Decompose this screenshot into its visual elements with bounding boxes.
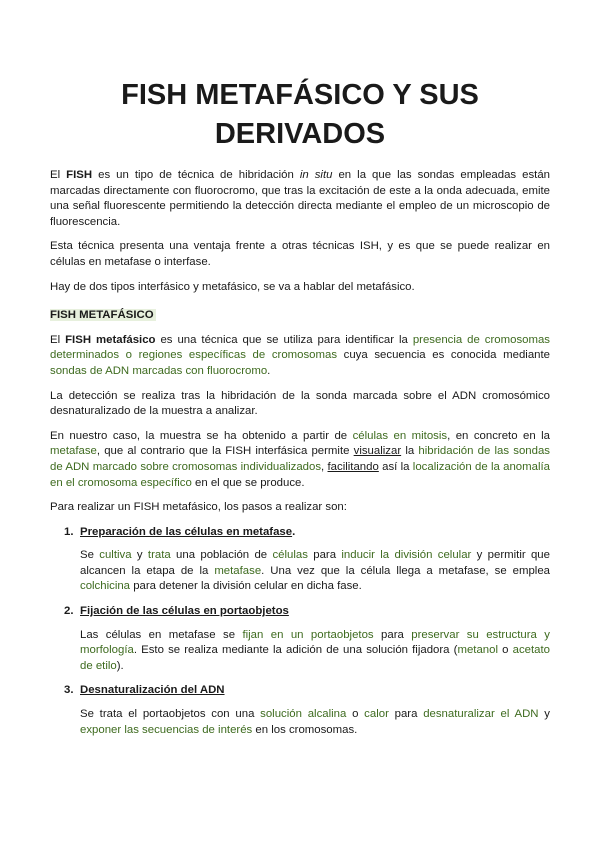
text: o [497,644,513,657]
text: En nuestro caso, la muestra se ha obtenido a partir de [50,429,353,442]
text: , [321,460,328,473]
highlighted-text: desnaturalizar el ADN [423,708,539,721]
text: Las células en metafase se [80,628,243,641]
highlighted-text: solución alcalina [260,708,347,721]
step-body [80,707,550,738]
step-number: 1. [64,525,74,538]
underlined-term: visualizar [353,445,402,458]
list-item [50,525,550,595]
text: . [292,525,296,538]
step-title [50,683,550,699]
highlighted-text: localización de la anomalía en el cromosoma específico [50,460,550,489]
text: cuya secuencia es conocida mediante [337,349,550,362]
step-body [80,628,550,675]
step-title-text: Preparación de las células en metafase [80,525,293,538]
intro-paragraph-3: Hay de dos tipos interfásico y metafásico, se va a hablar del metafásico. [50,280,415,293]
list-item [50,683,550,738]
text: la [401,445,419,458]
text: , que al contrario que la FISH interfásica permite [96,445,354,458]
section-paragraph-4: Para realizar un FISH metafásico, los pasos a realizar son: [50,501,347,514]
highlighted-text: presencia de cromosomas determinados o regiones específicas de cromosomas [50,333,551,362]
text: para [307,549,342,562]
text: y [538,708,550,721]
text: para [388,708,424,721]
text: . Esto se realiza mediante la adición de una solución fijadora ( [133,644,458,657]
bold-term: FISH [66,169,93,181]
text: es una técnica que se utiliza para identificar la [155,333,413,346]
highlighted-text: inducir la división celular [341,549,472,562]
text: una población de [170,549,273,562]
highlighted-text: preservar su estructura y morfología [80,628,550,657]
text: en los cromosomas. [252,723,358,736]
step-number: 3. [64,684,74,697]
text: para detener la división celular en dicha fase. [130,580,362,593]
section-heading [50,308,550,324]
text: en la que las sondas empleadas están marcadas directamente con fluorocromo, que tras la excitación de este a la onda adecuada, emite una señal fluorescente permitiendo la detección directa mediante el empleo de un microscopio de fluorescencia. [50,169,550,228]
section-paragraph-1 [50,333,550,380]
text: en el que se produce. [191,476,305,489]
steps-list [50,525,550,739]
step-body [80,548,550,595]
text: . [267,364,271,377]
highlighted-text: trata [147,549,171,562]
text: es un tipo de técnica de hibridación [92,169,300,181]
highlighted-text: células [272,549,308,562]
text: ). [116,659,124,672]
step-title [50,525,550,541]
text: así la [378,460,413,473]
highlighted-text: células en mitosis [352,429,448,442]
highlighted-text: calor [364,708,389,721]
highlighted-text: fijan en un portaobjetos [242,628,374,641]
italic-term: in situ [299,169,333,181]
intro-paragraph-1 [50,168,550,230]
step-title [50,604,550,620]
highlighted-text: metafase [214,564,262,577]
highlighted-text: colchicina [80,580,131,593]
step-title-text: Fijación de las células en portaobjetos [80,605,289,618]
text: Se [80,549,100,562]
text: El [50,169,67,181]
text: y permitir que alcancen la etapa de la [80,549,550,577]
underlined-term: facilitando [327,460,379,473]
highlighted-text: metanol [457,644,498,657]
document-title: FISH METAFÁSICO Y SUS DERIVADOS [121,79,479,150]
step-number: 2. [64,605,74,618]
section-paragraph-3 [50,429,550,491]
text: o [346,708,365,721]
text: Se trata el portaobjetos con una [80,708,261,721]
highlighted-text: exponer las secuencias de interés [80,723,253,736]
section-heading-text: FISH METAFÁSICO [50,309,154,322]
intro-paragraph-2: Esta técnica presenta una ventaja frente a otras técnicas ISH, y es que se puede realizar en células en metafase o interfase. [50,240,550,268]
text: . Una vez que la célula llega a metafase, se emplea [261,564,551,577]
highlighted-text: sondas de ADN marcadas con fluorocromo [50,364,268,377]
text: para [373,628,412,641]
text: El [50,333,66,346]
highlighted-text: acetato de etilo [80,644,550,672]
step-title-text: Desnaturalización del ADN [80,684,225,697]
section-paragraph-2: La detección se realiza tras la hibridación de la sonda marcada sobre el ADN cromosómico desnaturalizado de la muestra a analizar. [50,389,550,418]
highlighted-text: cultiva [99,549,132,562]
highlighted-text: metafase [50,445,97,458]
text: y [131,549,148,562]
bold-term: FISH metafásico [65,333,156,346]
list-item [50,604,550,674]
highlighted-text: hibridación de las sondas de ADN marcado sobre cromosomas individualizados [50,445,550,473]
text: , en concreto en la [447,429,550,442]
